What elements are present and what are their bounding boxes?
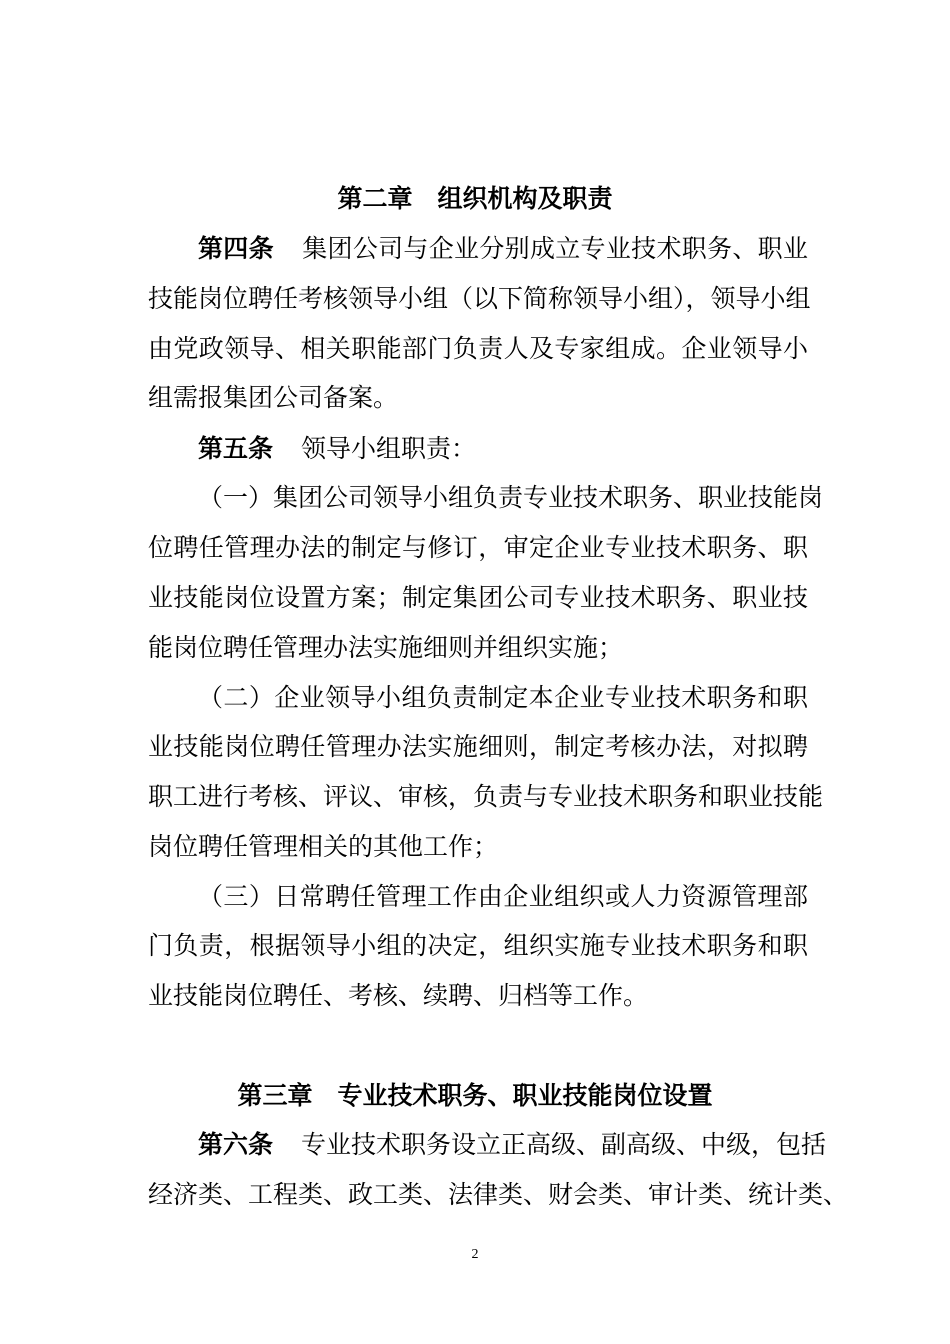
item-2-line-3: 职工进行考核、评议、审核，负责与专业技术职务和职业技能 — [148, 782, 824, 811]
article-6-line-1 — [198, 1128, 827, 1162]
item-3-line-2: 门负责，根据领导小组的决定，组织实施专业技术职务和职 — [148, 931, 808, 960]
article-4-label: 第四条 — [198, 234, 274, 263]
article-4-line-2: 技能岗位聘任考核领导小组（以下简称领导小组），领导小组 — [148, 284, 811, 313]
article-5-label: 第五条 — [198, 434, 274, 463]
item-1-line-1: （一）集团公司领导小组负责专业技术职务、职业技能岗 — [198, 483, 824, 512]
article-6-line-2: 经济类、工程类、政工类、法律类、财会类、审计类、统计类、 — [148, 1180, 849, 1209]
article-6-label: 第六条 — [198, 1130, 274, 1159]
article-5-line-1 — [198, 432, 808, 466]
page-number: 2 — [471, 1247, 479, 1262]
item-1-line-2: 位聘任管理办法的制定与修订，审定企业专业技术职务、职 — [148, 533, 808, 562]
chapter-2-heading: 第二章 组织机构及职责 — [337, 184, 613, 213]
item-1-line-3: 业技能岗位设置方案；制定集团公司专业技术职务、职业技 — [148, 583, 808, 612]
item-2-line-2: 业技能岗位聘任管理办法实施细则，制定考核办法，对拟聘 — [148, 732, 808, 761]
item-3-line-3: 业技能岗位聘任、考核、续聘、归档等工作。 — [148, 981, 649, 1010]
article-5-intro: 领导小组职责： — [301, 434, 477, 463]
item-3-line-1: （三）日常聘任管理工作由企业组织或人力资源管理部 — [198, 882, 808, 911]
item-2-line-4: 岗位聘任管理相关的其他工作； — [148, 832, 499, 861]
chapter-3-heading: 第三章 专业技术职务、职业技能岗位设置 — [237, 1081, 713, 1110]
article-4-line-3: 由党政领导、相关职能部门负责人及专家组成。企业领导小 — [148, 334, 808, 363]
item-1-line-4: 能岗位聘任管理办法实施细则并组织实施； — [148, 633, 624, 662]
item-2-line-1: （二）企业领导小组负责制定本企业专业技术职务和职 — [198, 683, 808, 712]
article-4-line-4: 组需报集团公司备案。 — [148, 383, 399, 412]
article-4-line-1 — [198, 232, 808, 266]
article-6-text: 专业技术职务设立正高级、副高级、中级，包括 — [301, 1130, 827, 1159]
article-4-text: 集团公司与企业分别成立专业技术职务、职业 — [301, 234, 808, 263]
